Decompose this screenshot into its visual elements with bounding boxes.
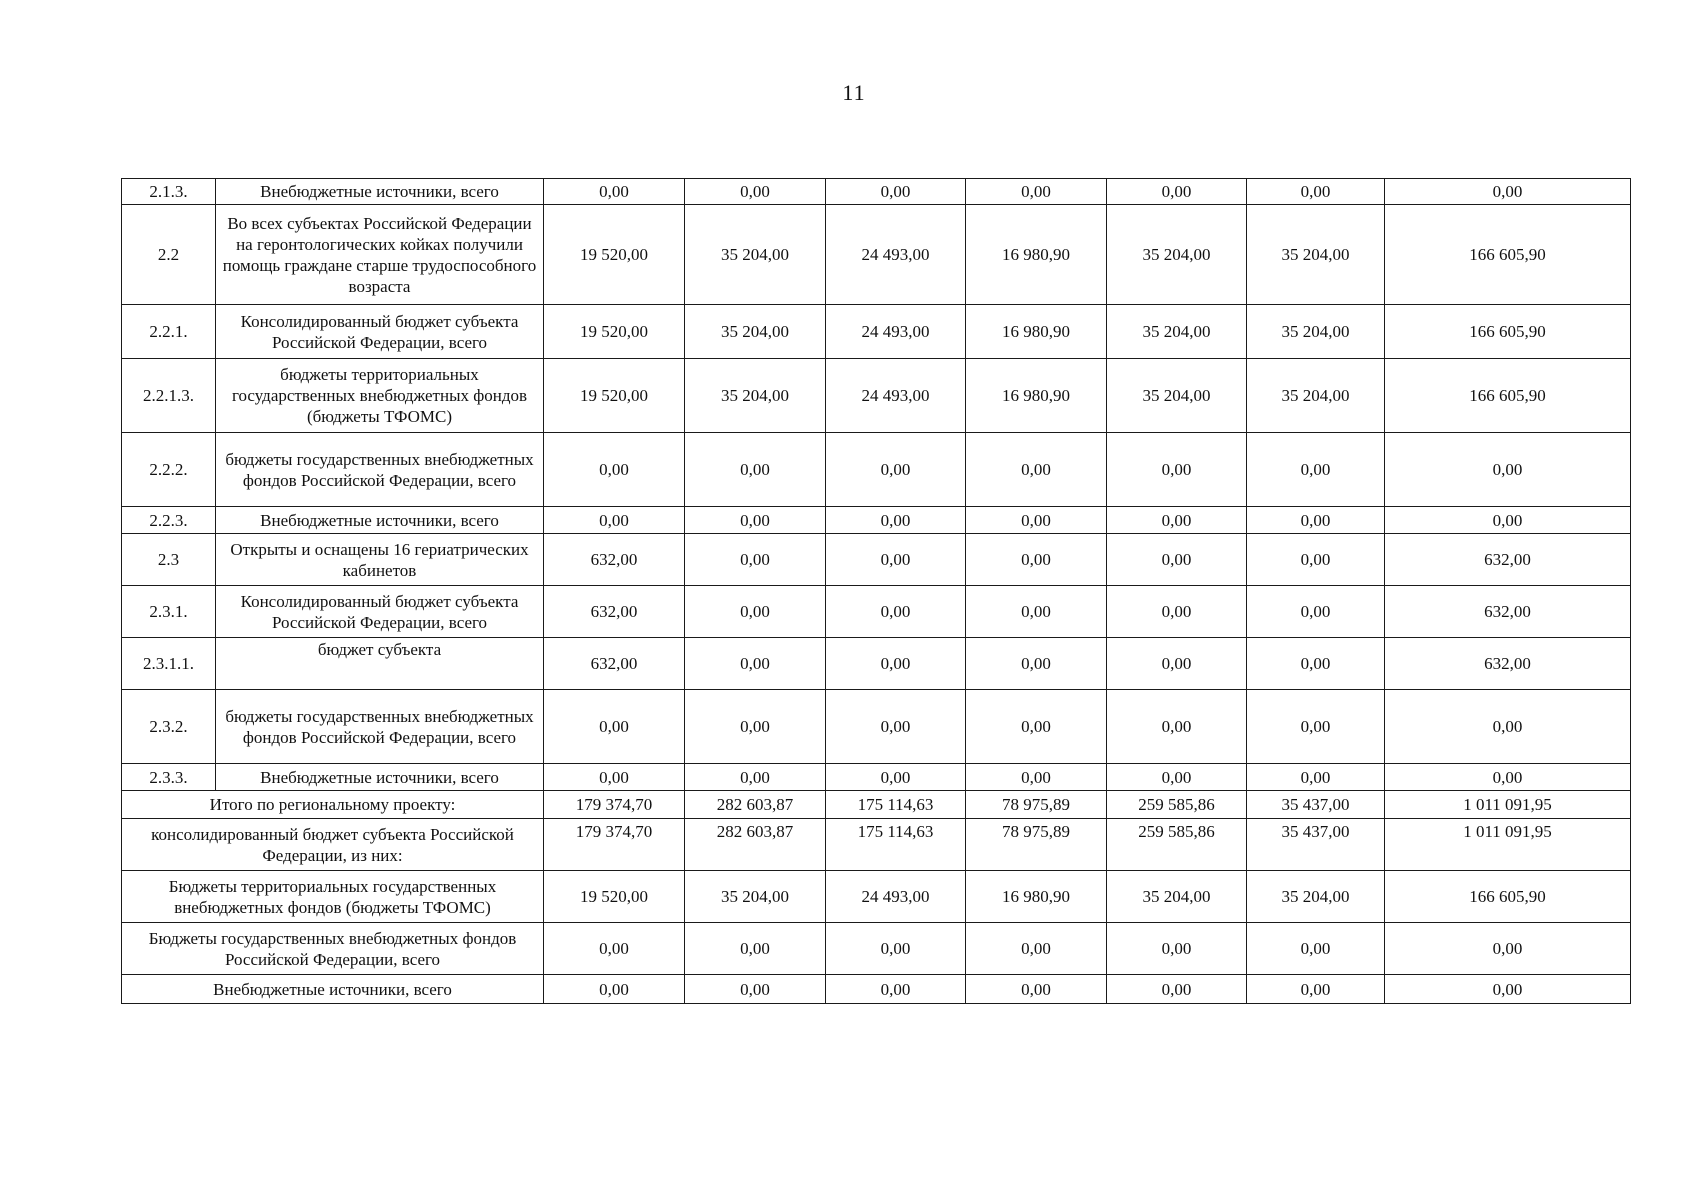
row-code: 2.3.2. xyxy=(122,690,216,764)
table-row xyxy=(122,507,1631,534)
value-cell: 0,00 xyxy=(966,586,1107,638)
value-cell: 1 011 091,95 xyxy=(1385,791,1631,819)
value-cell: 0,00 xyxy=(966,179,1107,205)
value-cell: 0,00 xyxy=(1247,764,1385,791)
value-cell: 175 114,63 xyxy=(826,819,966,871)
value-cell: 35 204,00 xyxy=(1247,305,1385,359)
row-description: бюджеты государственных внебюджетных фондов Российской Федерации, всего xyxy=(216,690,544,764)
value-cell: 24 493,00 xyxy=(826,871,966,923)
row-description: Консолидированный бюджет субъекта Российской Федерации, всего xyxy=(216,586,544,638)
value-cell: 0,00 xyxy=(544,923,685,975)
value-cell: 0,00 xyxy=(1107,586,1247,638)
value-cell: 0,00 xyxy=(685,433,826,507)
value-cell: 24 493,00 xyxy=(826,305,966,359)
value-cell: 35 204,00 xyxy=(685,871,826,923)
row-code: 2.3.3. xyxy=(122,764,216,791)
value-cell: 166 605,90 xyxy=(1385,871,1631,923)
value-cell: 0,00 xyxy=(544,764,685,791)
value-cell: 35 204,00 xyxy=(1247,871,1385,923)
row-code: 2.3.1.1. xyxy=(122,638,216,690)
value-cell: 35 204,00 xyxy=(1107,205,1247,305)
page-number: 11 xyxy=(842,80,866,105)
value-cell: 35 204,00 xyxy=(685,205,826,305)
total-row xyxy=(122,871,1631,923)
value-cell: 0,00 xyxy=(685,975,826,1004)
table-row xyxy=(122,534,1631,586)
value-cell: 0,00 xyxy=(1247,923,1385,975)
value-cell: 282 603,87 xyxy=(685,791,826,819)
value-cell: 0,00 xyxy=(1247,638,1385,690)
value-cell: 0,00 xyxy=(826,975,966,1004)
value-cell: 0,00 xyxy=(1107,433,1247,507)
budget-table xyxy=(121,178,1631,1004)
row-description: Во всех субъектах Российской Федерации на геронтологических койках получили помощь граждане старше трудоспособного возраста xyxy=(216,205,544,305)
value-cell: 0,00 xyxy=(685,179,826,205)
value-cell: 259 585,86 xyxy=(1107,791,1247,819)
value-cell: 0,00 xyxy=(685,638,826,690)
value-cell: 0,00 xyxy=(1247,534,1385,586)
table-row xyxy=(122,205,1631,305)
value-cell: 0,00 xyxy=(966,507,1107,534)
value-cell: 0,00 xyxy=(1247,690,1385,764)
row-code: 2.3 xyxy=(122,534,216,586)
table-row xyxy=(122,359,1631,433)
value-cell: 78 975,89 xyxy=(966,791,1107,819)
value-cell: 0,00 xyxy=(1107,690,1247,764)
value-cell: 35 437,00 xyxy=(1247,791,1385,819)
value-cell: 0,00 xyxy=(966,975,1107,1004)
total-row xyxy=(122,819,1631,871)
value-cell: 0,00 xyxy=(826,507,966,534)
value-cell: 0,00 xyxy=(826,764,966,791)
value-cell: 35 204,00 xyxy=(1247,205,1385,305)
value-cell: 0,00 xyxy=(1247,586,1385,638)
total-label: Бюджеты территориальных государственных внебюджетных фондов (бюджеты ТФОМС) xyxy=(122,871,544,923)
total-label: Бюджеты государственных внебюджетных фондов Российской Федерации, всего xyxy=(122,923,544,975)
value-cell: 0,00 xyxy=(1385,975,1631,1004)
value-cell: 0,00 xyxy=(544,507,685,534)
value-cell: 0,00 xyxy=(1107,179,1247,205)
value-cell: 0,00 xyxy=(1247,433,1385,507)
value-cell: 0,00 xyxy=(685,923,826,975)
row-code: 2.1.3. xyxy=(122,179,216,205)
value-cell: 0,00 xyxy=(1385,923,1631,975)
value-cell: 16 980,90 xyxy=(966,359,1107,433)
value-cell: 78 975,89 xyxy=(966,819,1107,871)
value-cell: 632,00 xyxy=(544,534,685,586)
value-cell: 175 114,63 xyxy=(826,791,966,819)
value-cell: 0,00 xyxy=(685,586,826,638)
row-description: Внебюджетные источники, всего xyxy=(216,179,544,205)
value-cell: 35 204,00 xyxy=(685,359,826,433)
value-cell: 35 204,00 xyxy=(1247,359,1385,433)
value-cell: 35 437,00 xyxy=(1247,819,1385,871)
value-cell: 0,00 xyxy=(966,638,1107,690)
row-code: 2.2.2. xyxy=(122,433,216,507)
table-row xyxy=(122,305,1631,359)
total-label: Итого по региональному проекту: xyxy=(122,791,544,819)
value-cell: 0,00 xyxy=(826,690,966,764)
row-description: Внебюджетные источники, всего xyxy=(216,764,544,791)
value-cell: 0,00 xyxy=(685,507,826,534)
value-cell: 632,00 xyxy=(1385,586,1631,638)
value-cell: 179 374,70 xyxy=(544,819,685,871)
value-cell: 0,00 xyxy=(966,923,1107,975)
value-cell: 35 204,00 xyxy=(685,305,826,359)
total-row xyxy=(122,923,1631,975)
value-cell: 0,00 xyxy=(544,179,685,205)
value-cell: 16 980,90 xyxy=(966,871,1107,923)
value-cell: 0,00 xyxy=(1107,764,1247,791)
value-cell: 24 493,00 xyxy=(826,205,966,305)
row-description: бюджет субъекта xyxy=(216,638,544,690)
value-cell: 0,00 xyxy=(1385,433,1631,507)
value-cell: 0,00 xyxy=(826,433,966,507)
value-cell: 0,00 xyxy=(966,433,1107,507)
table-row xyxy=(122,638,1631,690)
total-row xyxy=(122,791,1631,819)
value-cell: 0,00 xyxy=(1247,179,1385,205)
table-row xyxy=(122,764,1631,791)
row-code: 2.2.3. xyxy=(122,507,216,534)
value-cell: 35 204,00 xyxy=(1107,359,1247,433)
table-row xyxy=(122,690,1631,764)
value-cell: 1 011 091,95 xyxy=(1385,819,1631,871)
row-code: 2.2.1. xyxy=(122,305,216,359)
value-cell: 0,00 xyxy=(826,923,966,975)
value-cell: 179 374,70 xyxy=(544,791,685,819)
value-cell: 0,00 xyxy=(1107,534,1247,586)
value-cell: 166 605,90 xyxy=(1385,305,1631,359)
value-cell: 282 603,87 xyxy=(685,819,826,871)
value-cell: 0,00 xyxy=(826,586,966,638)
value-cell: 19 520,00 xyxy=(544,359,685,433)
value-cell: 0,00 xyxy=(544,690,685,764)
value-cell: 166 605,90 xyxy=(1385,359,1631,433)
value-cell: 0,00 xyxy=(685,764,826,791)
value-cell: 632,00 xyxy=(544,586,685,638)
value-cell: 16 980,90 xyxy=(966,305,1107,359)
total-row xyxy=(122,975,1631,1004)
value-cell: 0,00 xyxy=(826,534,966,586)
value-cell: 0,00 xyxy=(1107,975,1247,1004)
value-cell: 0,00 xyxy=(1107,923,1247,975)
value-cell: 0,00 xyxy=(1385,179,1631,205)
value-cell: 19 520,00 xyxy=(544,205,685,305)
row-code: 2.3.1. xyxy=(122,586,216,638)
value-cell: 0,00 xyxy=(1107,638,1247,690)
value-cell: 632,00 xyxy=(1385,638,1631,690)
row-description: Открыты и оснащены 16 гериатрических кабинетов xyxy=(216,534,544,586)
total-label: консолидированный бюджет субъекта Российской Федерации, из них: xyxy=(122,819,544,871)
table-row xyxy=(122,179,1631,205)
row-code: 2.2.1.3. xyxy=(122,359,216,433)
value-cell: 0,00 xyxy=(1247,975,1385,1004)
row-description: бюджеты территориальных государственных внебюджетных фондов (бюджеты ТФОМС) xyxy=(216,359,544,433)
value-cell: 35 204,00 xyxy=(1107,871,1247,923)
value-cell: 19 520,00 xyxy=(544,305,685,359)
value-cell: 0,00 xyxy=(544,975,685,1004)
value-cell: 0,00 xyxy=(966,534,1107,586)
value-cell: 0,00 xyxy=(966,764,1107,791)
value-cell: 0,00 xyxy=(826,638,966,690)
value-cell: 0,00 xyxy=(1107,507,1247,534)
value-cell: 632,00 xyxy=(1385,534,1631,586)
value-cell: 0,00 xyxy=(685,690,826,764)
value-cell: 35 204,00 xyxy=(1107,305,1247,359)
value-cell: 0,00 xyxy=(966,690,1107,764)
value-cell: 166 605,90 xyxy=(1385,205,1631,305)
value-cell: 0,00 xyxy=(685,534,826,586)
value-cell: 19 520,00 xyxy=(544,871,685,923)
row-description: Внебюджетные источники, всего xyxy=(216,507,544,534)
value-cell: 632,00 xyxy=(544,638,685,690)
value-cell: 0,00 xyxy=(826,179,966,205)
value-cell: 24 493,00 xyxy=(826,359,966,433)
value-cell: 0,00 xyxy=(1385,690,1631,764)
row-description: Консолидированный бюджет субъекта Российской Федерации, всего xyxy=(216,305,544,359)
value-cell: 0,00 xyxy=(1385,507,1631,534)
row-code: 2.2 xyxy=(122,205,216,305)
table-row xyxy=(122,433,1631,507)
value-cell: 0,00 xyxy=(1385,764,1631,791)
value-cell: 16 980,90 xyxy=(966,205,1107,305)
table-row xyxy=(122,586,1631,638)
value-cell: 0,00 xyxy=(1247,507,1385,534)
total-label: Внебюджетные источники, всего xyxy=(122,975,544,1004)
value-cell: 259 585,86 xyxy=(1107,819,1247,871)
row-description: бюджеты государственных внебюджетных фондов Российской Федерации, всего xyxy=(216,433,544,507)
value-cell: 0,00 xyxy=(544,433,685,507)
